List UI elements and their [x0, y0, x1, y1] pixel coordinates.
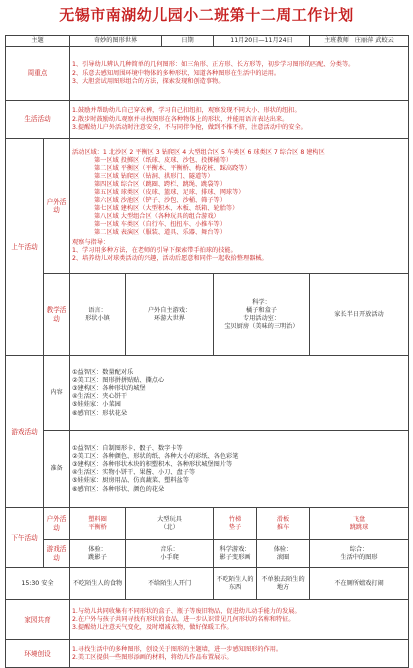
- outdoor-item-top: 滑板: [276, 515, 290, 523]
- afternoon-outdoor-item: [126, 508, 214, 540]
- morning-outdoor-label: 户外活动: [44, 139, 70, 274]
- art-room-label: 专用活动室：: [242, 314, 281, 322]
- game-item-top: 音乐：: [160, 545, 179, 553]
- outdoor-item-top: 竹梯: [228, 515, 242, 523]
- outdoor-item-bottom: 推车: [276, 523, 290, 531]
- outdoor-item-top: 大型玩具: [157, 515, 182, 523]
- zone-item: 第二区域 平衡区（平衡木、平衡桥、梅花桩、踩高跷等）: [94, 164, 251, 172]
- zone-item: 第一区域 车类区（自行车、扭扭车、小推车等）: [94, 221, 226, 229]
- guidance-item: 1、学习用多种方法，在老师的引导下探索带手拍球的技能。: [72, 247, 237, 255]
- page-title: 无锡市南湖幼儿园小二班第十二周工作计划: [59, 6, 354, 24]
- safety-item: 不吃陌生人的东西: [214, 568, 257, 600]
- afternoon-game-item: [310, 540, 409, 568]
- zone-item: 第一区域 投掷区（纸球、皮球、沙包、投掷桶等）: [94, 156, 233, 164]
- guidance-item: 2、培养幼儿对球类活动的兴趣，活动后愿意和同伴一起收拾整理器械。: [72, 255, 268, 263]
- game-item-top: 综合：: [349, 545, 369, 553]
- teaching-label: 教学活动: [44, 274, 70, 356]
- outdoor-item-top: 飞盘: [352, 515, 366, 523]
- teaching-row: [6, 274, 409, 356]
- game-content-item: ⑥感官区：形状花朵: [72, 409, 128, 417]
- morning-outdoor-row: [6, 139, 409, 274]
- game-label: 游戏活动: [6, 356, 44, 508]
- game-item-top: 体验：: [273, 545, 293, 553]
- date-value: 11月20日—11月24日: [214, 36, 310, 47]
- game-content-item: ①益智区：数量配对乐: [72, 369, 134, 377]
- work-plan-table: [5, 35, 409, 668]
- game-content-label: 内容: [44, 356, 70, 431]
- parents-open-day: 家长半日开放活动: [334, 310, 384, 318]
- theme-value: 奇妙的图形世界: [70, 36, 162, 47]
- teaching-language: [70, 274, 126, 356]
- environment-item: 2.美工区提供一些图形添画的材料，将幼儿作品布置展示。: [72, 653, 233, 661]
- game-material-item: ④生活区：实物小饼干、果酱、小刀、盘子等: [72, 469, 196, 477]
- guidance-title: 观察与指导：: [72, 239, 110, 247]
- afternoon-label: 下午活动: [6, 508, 44, 568]
- game-content-item: ②美工区：图形拼拼贴贴、撕点心: [72, 377, 165, 385]
- art-room-title: 宝贝厨房（美味的三明治）: [224, 322, 299, 330]
- game-material-item: ⑤娃娃家：厨房用品、仿真蔬菜、塑料盆等: [72, 477, 189, 485]
- environment-content: [70, 640, 409, 668]
- zone-item: 第二区域 表演区（服装、道具、乐器、舞台等）: [94, 229, 226, 237]
- game-content-item: ④生活区：夹心饼干: [72, 393, 128, 401]
- game-material-item: ②美工区：各种颜色、形状的纸、各种大小的彩纸、各色彩笔: [72, 453, 239, 461]
- safety-item: 不在厕所嬉戏打闹: [310, 568, 409, 600]
- safety-row: [6, 568, 409, 600]
- game-item-bottom: 生活中的图形: [340, 553, 378, 561]
- outdoor-item-bottom: 跳跳球: [349, 523, 369, 531]
- afternoon-outdoor-item: [214, 508, 257, 540]
- game-item-bottom: 影子变形画: [219, 553, 251, 561]
- life-item: 3.提醒幼儿户外活动时注意安全，不与同伴争抢，做到不推不挤，注意活动中的安全。: [72, 123, 307, 131]
- game-materials-row: [6, 431, 409, 508]
- teacher-value: 庄丽萍 武蛟云: [354, 37, 394, 44]
- afternoon-game-item: [214, 540, 257, 568]
- afternoon-outdoor-item: [257, 508, 310, 540]
- outdoor-game-label: 户外自主游戏：: [147, 306, 192, 314]
- afternoon-game-item: [70, 540, 126, 568]
- outdoor-item-bottom: 平衡桥: [88, 523, 107, 531]
- teaching-social: [310, 274, 409, 356]
- game-item-bottom: 滚圈: [276, 553, 290, 561]
- environment-row: [6, 640, 409, 668]
- header-row: [6, 36, 409, 47]
- zone-item: 第六区域 沙池区（铲子、沙包、沙桶、筛子等）: [94, 197, 226, 204]
- outdoor-item-top: 塑料圈: [88, 515, 107, 523]
- home-row: [6, 600, 409, 640]
- science-title: 橘子和盒子: [246, 306, 277, 314]
- zone-item: 第三区域 钻爬区（钻洞、拱形门、隧道等）: [94, 172, 214, 180]
- home-content: [70, 600, 409, 640]
- zone-item: 第四区域 综合区（跳圈、跨栏、跳绳、跳袋等）: [94, 180, 226, 188]
- morning-label: 上午活动: [6, 139, 44, 356]
- outdoor-game-title: 环游大世界: [154, 314, 185, 322]
- afternoon-games-row: [6, 540, 409, 568]
- weekly-goal-item: 1、引导幼儿辨认几种简单的几何图形：如三角形、正方形、长方形等，初步学习图形的匹配、分类等。: [72, 61, 355, 69]
- theme-label: 主题: [6, 36, 70, 47]
- home-item: 3.提醒幼儿注意天气变化，及时增减衣物，做好保暖工作。: [72, 623, 233, 631]
- game-material-item: ①益智区：自制图形卡、骰子、数字卡等: [72, 445, 183, 453]
- teaching-science: [214, 274, 310, 356]
- afternoon-outdoor-row: [6, 508, 409, 540]
- life-activity-row: [6, 101, 409, 139]
- science-label: 科学：: [252, 298, 271, 306]
- afternoon-outdoor-item: [70, 508, 126, 540]
- home-label: 家园共育: [6, 600, 70, 640]
- safety-time-label: 15:30 安全: [6, 568, 70, 600]
- safety-item: 不给陌生人开门: [126, 568, 214, 600]
- afternoon-game-item: [126, 540, 214, 568]
- game-content-item: ③建构区：各种形状的城堡: [72, 385, 146, 393]
- game-item-top: 科学游戏：: [219, 545, 251, 553]
- weekly-goal-item: 3、大胆尝试用图形组合的方法，探索发现和创造事物。: [72, 77, 225, 85]
- game-item-bottom: 小手爬: [160, 553, 179, 561]
- game-content: [70, 356, 409, 431]
- safety-item: 不吃陌生人的食物: [70, 568, 126, 600]
- environment-item: 1.寻找生活中的多种图形，创设关于图形的主题墙，进一步感知图形的作用。: [72, 645, 283, 653]
- life-activity-label: 生活活动: [6, 101, 70, 139]
- teaching-outdoor: [126, 274, 214, 356]
- zone-item: 第七区域 建构区（大型积木、木板、纸箱、轮胎等）: [94, 205, 239, 213]
- language-label: 语言：: [88, 306, 107, 314]
- morning-outdoor-content: [70, 139, 409, 274]
- zone-item: 第五区域 球类区（皮球、篮球、足球、排球、网球等）: [94, 188, 245, 196]
- weekly-goals-row: [6, 47, 409, 101]
- outdoor-item-bottom: 垫子: [228, 523, 242, 531]
- game-item-bottom: 跳影子: [88, 553, 107, 561]
- language-title: 形状小镇: [85, 314, 110, 322]
- zones-intro: 活动区域：1 北沙区 2 平衡区 3 钻爬区 4 大型组合区 5 车类区 6 球类区 7 综合区 8 建构区: [72, 148, 325, 156]
- outdoor-item-bottom: （北）: [160, 523, 179, 531]
- life-item: 2.散步时鼓励幼儿观察并寻找图形在各种物体上的形状，并能用语言表达出来。: [72, 115, 289, 123]
- game-materials: [70, 431, 409, 508]
- zone-item: 第八区域 大型组合区（各种玩具的组合游戏）: [94, 213, 220, 221]
- date-label: 日期: [162, 36, 214, 47]
- afternoon-game-item: [257, 540, 310, 568]
- weekly-goal-item: 2、乐意去感知周围环境中物体的多种形状，知道各种图形在生活中的运用。: [72, 69, 281, 77]
- game-item-top: 体验：: [88, 545, 107, 553]
- life-item: 1.鼓励并帮助幼儿自己穿衣裤，学习自己扣纽扣，观察发现不同大小、形状的纽扣。: [72, 107, 301, 115]
- teacher-label: 主班教师: [324, 37, 349, 44]
- game-material-item: ⑥感官区：各种形状、颜色的花朵: [72, 485, 165, 493]
- environment-label: 环境创设: [6, 640, 70, 668]
- game-materials-label: 准备: [44, 431, 70, 508]
- game-content-item: ⑤娃娃家：小菜园: [72, 401, 121, 409]
- home-item: 1.与幼儿共同收集有不同形状的盒子、瓶子等废旧物品，促进幼儿动手能力的发展。: [72, 607, 301, 615]
- home-item: 2.在户外与孩子共同寻找有形状的食品，进一步认识常见几何形状的名称和特征。: [72, 615, 295, 623]
- afternoon-outdoor-item: [310, 508, 409, 540]
- teacher-cell: [310, 36, 409, 47]
- weekly-goals-content: [70, 47, 409, 101]
- weekly-goals-label: 周重点: [6, 47, 70, 101]
- afternoon-outdoor-label: 户外活动: [44, 508, 70, 540]
- game-material-item: ③建构区：各种形状木块的积塑积木、各种形状城堡图片等: [72, 461, 233, 469]
- life-activity-content: [70, 101, 409, 139]
- afternoon-games-label: 游戏活动: [44, 540, 70, 568]
- safety-item: 不单独去陌生的地方: [257, 568, 310, 600]
- game-content-row: [6, 356, 409, 431]
